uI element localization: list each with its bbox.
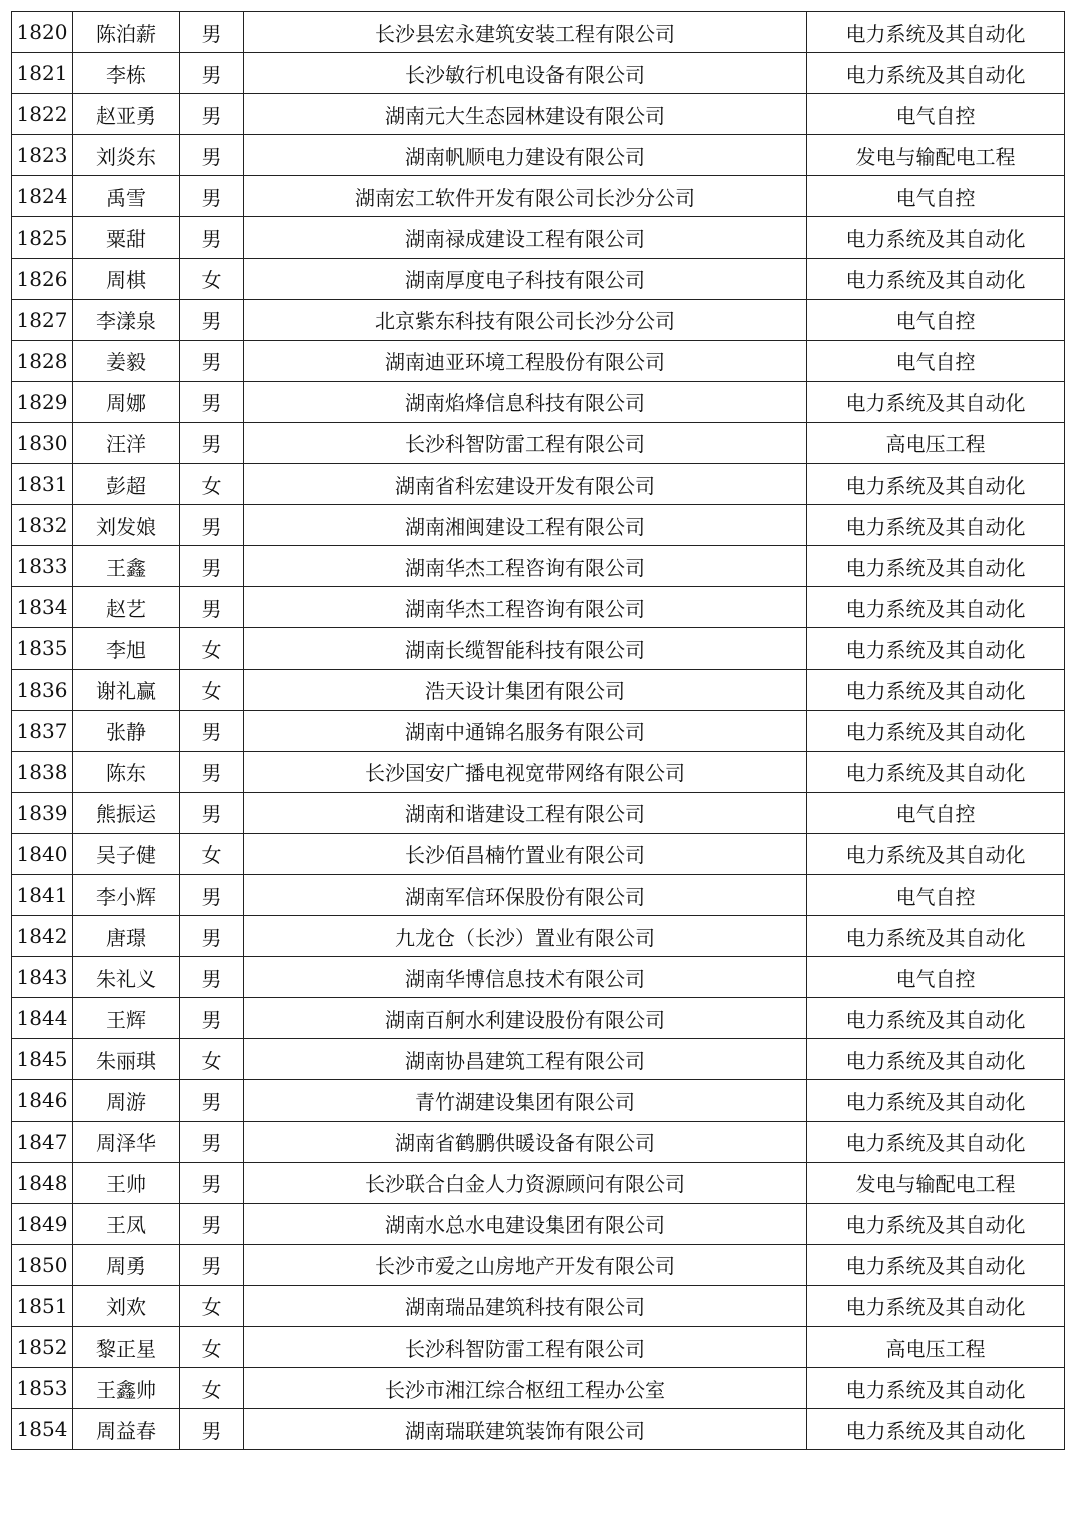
cell-major: 电力系统及其自动化 (807, 669, 1065, 710)
cell-name: 彭超 (73, 464, 180, 505)
cell-company: 湖南和谐建设工程有限公司 (244, 792, 807, 833)
cell-major: 电力系统及其自动化 (807, 1285, 1065, 1326)
cell-major: 电气自控 (807, 792, 1065, 833)
table-row (12, 94, 1065, 135)
cell-company: 长沙市湘江综合枢纽工程办公室 (244, 1368, 807, 1409)
table-row (12, 833, 1065, 874)
cell-gender: 男 (180, 176, 244, 217)
cell-company: 湖南协昌建筑工程有限公司 (244, 1039, 807, 1080)
cell-name: 周棋 (73, 258, 180, 299)
table-row (12, 1162, 1065, 1203)
cell-number: 1849 (12, 1203, 73, 1244)
cell-gender: 男 (180, 94, 244, 135)
cell-number: 1829 (12, 381, 73, 422)
cell-name: 谢礼赢 (73, 669, 180, 710)
table-row (12, 299, 1065, 340)
table-row (12, 1409, 1065, 1450)
cell-name: 李漾泉 (73, 299, 180, 340)
cell-name: 禹雪 (73, 176, 180, 217)
cell-name: 王帅 (73, 1162, 180, 1203)
table-row (12, 53, 1065, 94)
cell-company: 湖南元大生态园林建设有限公司 (244, 94, 807, 135)
cell-name: 李栋 (73, 53, 180, 94)
cell-major: 电力系统及其自动化 (807, 464, 1065, 505)
table-row (12, 710, 1065, 751)
cell-major: 电力系统及其自动化 (807, 1244, 1065, 1285)
cell-number: 1840 (12, 833, 73, 874)
table-row (12, 792, 1065, 833)
cell-name: 黎正星 (73, 1327, 180, 1368)
cell-company: 湖南迪亚环境工程股份有限公司 (244, 340, 807, 381)
cell-number: 1833 (12, 546, 73, 587)
cell-number: 1835 (12, 628, 73, 669)
cell-number: 1827 (12, 299, 73, 340)
cell-gender: 男 (180, 1162, 244, 1203)
cell-gender: 女 (180, 669, 244, 710)
cell-gender: 女 (180, 628, 244, 669)
cell-gender: 女 (180, 464, 244, 505)
table-body (12, 12, 1065, 1450)
cell-major: 电力系统及其自动化 (807, 833, 1065, 874)
cell-name: 朱礼义 (73, 957, 180, 998)
cell-company: 湖南百舸水利建设股份有限公司 (244, 998, 807, 1039)
cell-name: 熊振运 (73, 792, 180, 833)
cell-gender: 男 (180, 217, 244, 258)
cell-number: 1853 (12, 1368, 73, 1409)
cell-gender: 男 (180, 587, 244, 628)
table-row (12, 381, 1065, 422)
cell-company: 长沙科智防雷工程有限公司 (244, 1327, 807, 1368)
cell-gender: 男 (180, 299, 244, 340)
table-row (12, 751, 1065, 792)
cell-company: 湖南禄成建设工程有限公司 (244, 217, 807, 258)
cell-major: 电力系统及其自动化 (807, 546, 1065, 587)
cell-major: 电力系统及其自动化 (807, 1409, 1065, 1450)
table-row (12, 587, 1065, 628)
cell-number: 1850 (12, 1244, 73, 1285)
cell-major: 电力系统及其自动化 (807, 505, 1065, 546)
cell-number: 1845 (12, 1039, 73, 1080)
table-row (12, 505, 1065, 546)
cell-company: 湖南华杰工程咨询有限公司 (244, 587, 807, 628)
cell-company: 湖南省科宏建设开发有限公司 (244, 464, 807, 505)
cell-major: 电力系统及其自动化 (807, 751, 1065, 792)
cell-company: 九龙仓（长沙）置业有限公司 (244, 916, 807, 957)
cell-major: 电力系统及其自动化 (807, 628, 1065, 669)
cell-gender: 男 (180, 751, 244, 792)
cell-number: 1842 (12, 916, 73, 957)
table-row (12, 546, 1065, 587)
cell-number: 1838 (12, 751, 73, 792)
cell-major: 电力系统及其自动化 (807, 381, 1065, 422)
cell-name: 王鑫帅 (73, 1368, 180, 1409)
cell-name: 唐璟 (73, 916, 180, 957)
cell-major: 电力系统及其自动化 (807, 710, 1065, 751)
cell-gender: 女 (180, 258, 244, 299)
cell-major: 电力系统及其自动化 (807, 1121, 1065, 1162)
cell-gender: 男 (180, 1080, 244, 1121)
cell-company: 青竹湖建设集团有限公司 (244, 1080, 807, 1121)
cell-name: 王凤 (73, 1203, 180, 1244)
cell-gender: 女 (180, 1368, 244, 1409)
table-row (12, 135, 1065, 176)
cell-gender: 男 (180, 422, 244, 463)
table-row (12, 340, 1065, 381)
cell-number: 1831 (12, 464, 73, 505)
table-row (12, 12, 1065, 53)
cell-gender: 男 (180, 998, 244, 1039)
cell-major: 电气自控 (807, 874, 1065, 915)
cell-number: 1830 (12, 422, 73, 463)
cell-company: 湖南军信环保股份有限公司 (244, 874, 807, 915)
cell-number: 1851 (12, 1285, 73, 1326)
cell-major: 电力系统及其自动化 (807, 916, 1065, 957)
cell-company: 湖南宏工软件开发有限公司长沙分公司 (244, 176, 807, 217)
table-row (12, 1203, 1065, 1244)
cell-name: 汪洋 (73, 422, 180, 463)
cell-name: 张静 (73, 710, 180, 751)
cell-gender: 男 (180, 12, 244, 53)
cell-gender: 男 (180, 53, 244, 94)
cell-major: 电力系统及其自动化 (807, 1203, 1065, 1244)
cell-major: 高电压工程 (807, 1327, 1065, 1368)
cell-gender: 男 (180, 1203, 244, 1244)
cell-number: 1820 (12, 12, 73, 53)
cell-name: 刘发娘 (73, 505, 180, 546)
cell-number: 1848 (12, 1162, 73, 1203)
cell-company: 湖南中通锦名服务有限公司 (244, 710, 807, 751)
table-row (12, 258, 1065, 299)
cell-company: 长沙联合白金人力资源顾问有限公司 (244, 1162, 807, 1203)
cell-number: 1847 (12, 1121, 73, 1162)
cell-name: 刘欢 (73, 1285, 180, 1326)
cell-gender: 女 (180, 1039, 244, 1080)
cell-major: 电力系统及其自动化 (807, 217, 1065, 258)
cell-major: 电力系统及其自动化 (807, 587, 1065, 628)
cell-number: 1823 (12, 135, 73, 176)
cell-number: 1836 (12, 669, 73, 710)
cell-name: 李旭 (73, 628, 180, 669)
table-row (12, 1039, 1065, 1080)
cell-name: 吴子健 (73, 833, 180, 874)
cell-major: 电力系统及其自动化 (807, 12, 1065, 53)
cell-name: 赵艺 (73, 587, 180, 628)
cell-gender: 男 (180, 546, 244, 587)
cell-number: 1837 (12, 710, 73, 751)
table-row (12, 176, 1065, 217)
cell-number: 1825 (12, 217, 73, 258)
cell-name: 周泽华 (73, 1121, 180, 1162)
cell-name: 赵亚勇 (73, 94, 180, 135)
cell-number: 1852 (12, 1327, 73, 1368)
cell-company: 长沙县宏永建筑安装工程有限公司 (244, 12, 807, 53)
cell-company: 湖南湘闽建设工程有限公司 (244, 505, 807, 546)
cell-name: 周娜 (73, 381, 180, 422)
cell-company: 湖南华杰工程咨询有限公司 (244, 546, 807, 587)
cell-number: 1846 (12, 1080, 73, 1121)
cell-number: 1841 (12, 874, 73, 915)
roster-table (11, 11, 1065, 1450)
cell-name: 周益春 (73, 1409, 180, 1450)
table-row (12, 1121, 1065, 1162)
cell-company: 浩天设计集团有限公司 (244, 669, 807, 710)
cell-gender: 男 (180, 1409, 244, 1450)
cell-major: 电力系统及其自动化 (807, 258, 1065, 299)
cell-major: 电力系统及其自动化 (807, 1039, 1065, 1080)
cell-company: 长沙科智防雷工程有限公司 (244, 422, 807, 463)
cell-company: 湖南瑞联建筑装饰有限公司 (244, 1409, 807, 1450)
cell-gender: 男 (180, 874, 244, 915)
cell-name: 姜毅 (73, 340, 180, 381)
cell-major: 高电压工程 (807, 422, 1065, 463)
cell-name: 刘炎东 (73, 135, 180, 176)
cell-major: 电气自控 (807, 94, 1065, 135)
table-row (12, 1327, 1065, 1368)
cell-major: 电气自控 (807, 176, 1065, 217)
table-row (12, 422, 1065, 463)
cell-company: 湖南焰烽信息科技有限公司 (244, 381, 807, 422)
table-row (12, 998, 1065, 1039)
cell-number: 1824 (12, 176, 73, 217)
cell-number: 1832 (12, 505, 73, 546)
cell-company: 湖南华博信息技术有限公司 (244, 957, 807, 998)
cell-name: 王辉 (73, 998, 180, 1039)
cell-name: 周游 (73, 1080, 180, 1121)
cell-number: 1854 (12, 1409, 73, 1450)
table-row (12, 1244, 1065, 1285)
cell-major: 发电与输配电工程 (807, 135, 1065, 176)
cell-gender: 男 (180, 340, 244, 381)
cell-name: 周勇 (73, 1244, 180, 1285)
cell-company: 长沙敏行机电设备有限公司 (244, 53, 807, 94)
cell-major: 电力系统及其自动化 (807, 1368, 1065, 1409)
table-row (12, 874, 1065, 915)
cell-number: 1822 (12, 94, 73, 135)
table-row (12, 217, 1065, 258)
cell-gender: 男 (180, 1121, 244, 1162)
cell-gender: 男 (180, 505, 244, 546)
table-row (12, 916, 1065, 957)
table-row (12, 669, 1065, 710)
cell-company: 湖南长缆智能科技有限公司 (244, 628, 807, 669)
cell-gender: 女 (180, 1285, 244, 1326)
cell-gender: 男 (180, 916, 244, 957)
cell-gender: 男 (180, 957, 244, 998)
cell-company: 湖南水总水电建设集团有限公司 (244, 1203, 807, 1244)
cell-name: 陈东 (73, 751, 180, 792)
cell-gender: 男 (180, 792, 244, 833)
cell-gender: 男 (180, 710, 244, 751)
cell-name: 王鑫 (73, 546, 180, 587)
cell-major: 电力系统及其自动化 (807, 1080, 1065, 1121)
cell-major: 发电与输配电工程 (807, 1162, 1065, 1203)
cell-major: 电气自控 (807, 957, 1065, 998)
cell-company: 北京紫东科技有限公司长沙分公司 (244, 299, 807, 340)
cell-major: 电气自控 (807, 340, 1065, 381)
table-row (12, 628, 1065, 669)
cell-company: 湖南省鹤鹏供暖设备有限公司 (244, 1121, 807, 1162)
cell-gender: 男 (180, 1244, 244, 1285)
cell-major: 电气自控 (807, 299, 1065, 340)
table-row (12, 1080, 1065, 1121)
cell-number: 1821 (12, 53, 73, 94)
cell-company: 湖南瑞品建筑科技有限公司 (244, 1285, 807, 1326)
cell-number: 1834 (12, 587, 73, 628)
cell-name: 粟甜 (73, 217, 180, 258)
cell-gender: 女 (180, 1327, 244, 1368)
cell-gender: 女 (180, 833, 244, 874)
cell-gender: 男 (180, 381, 244, 422)
cell-name: 朱丽琪 (73, 1039, 180, 1080)
cell-number: 1826 (12, 258, 73, 299)
cell-name: 陈泊薪 (73, 12, 180, 53)
cell-number: 1839 (12, 792, 73, 833)
cell-company: 长沙佰昌楠竹置业有限公司 (244, 833, 807, 874)
cell-company: 湖南帆顺电力建设有限公司 (244, 135, 807, 176)
cell-company: 长沙市爱之山房地产开发有限公司 (244, 1244, 807, 1285)
table-row (12, 1285, 1065, 1326)
cell-company: 长沙国安广播电视宽带网络有限公司 (244, 751, 807, 792)
cell-company: 湖南厚度电子科技有限公司 (244, 258, 807, 299)
cell-gender: 男 (180, 135, 244, 176)
cell-name: 李小辉 (73, 874, 180, 915)
table-row (12, 957, 1065, 998)
cell-number: 1843 (12, 957, 73, 998)
cell-major: 电力系统及其自动化 (807, 53, 1065, 94)
cell-number: 1828 (12, 340, 73, 381)
table-row (12, 464, 1065, 505)
table-row (12, 1368, 1065, 1409)
cell-major: 电力系统及其自动化 (807, 998, 1065, 1039)
cell-number: 1844 (12, 998, 73, 1039)
